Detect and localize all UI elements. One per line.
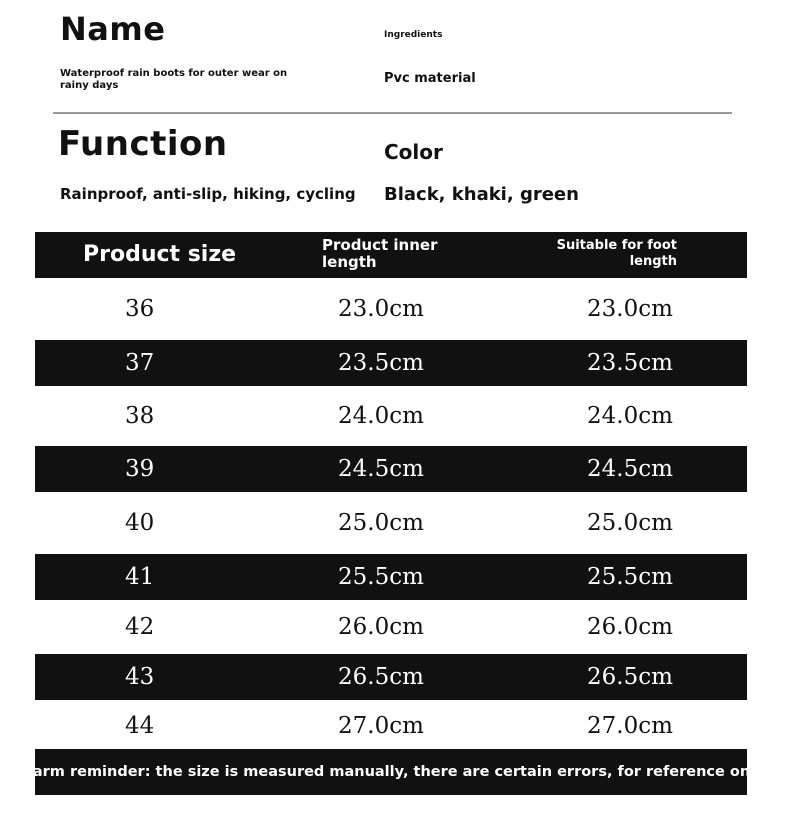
foot-length-cell: 25.0cm [587, 510, 673, 536]
inner-length-cell: 24.0cm [338, 403, 424, 429]
table-row [35, 446, 747, 492]
size-cell: 37 [125, 350, 155, 376]
table-header [35, 232, 747, 278]
ingredients-label: Ingredients [384, 30, 443, 40]
foot-length-cell: 27.0cm [587, 713, 673, 739]
size-cell: 41 [125, 564, 155, 590]
table-row [35, 600, 747, 654]
table-row [35, 278, 747, 340]
color-value: Black, khaki, green [384, 184, 579, 205]
foot-length-cell: 26.0cm [587, 614, 673, 640]
table-row [35, 654, 747, 700]
foot-length-cell: 23.0cm [587, 296, 673, 322]
size-cell: 44 [125, 713, 155, 739]
size-cell: 39 [125, 456, 155, 482]
function-title: Function [58, 124, 228, 164]
size-table [35, 232, 747, 752]
table-row [35, 386, 747, 446]
color-label: Color [384, 140, 443, 164]
table-body [35, 278, 747, 752]
name-title: Name [60, 10, 166, 48]
size-cell: 40 [125, 510, 155, 536]
inner-length-cell: 24.5cm [338, 456, 424, 482]
table-row [35, 340, 747, 386]
table-row [35, 700, 747, 752]
ingredients-value: Pvc material [384, 71, 476, 86]
size-cell: 43 [125, 664, 155, 690]
function-value: Rainproof, anti-slip, hiking, cycling [60, 185, 356, 203]
name-description: Waterproof rain boots for outer wear on rainy days [60, 68, 288, 91]
inner-length-cell: 25.5cm [338, 564, 424, 590]
foot-length-cell: 24.0cm [587, 403, 673, 429]
foot-length-cell: 23.5cm [587, 350, 673, 376]
inner-length-cell: 25.0cm [338, 510, 424, 536]
foot-length-cell: 24.5cm [587, 456, 673, 482]
inner-length-cell: 23.5cm [338, 350, 424, 376]
inner-length-cell: 23.0cm [338, 296, 424, 322]
header-inner-length: Product inner length [322, 236, 438, 271]
table-row [35, 492, 747, 554]
header-foot-length: Suitable for foot length [556, 238, 677, 269]
inner-length-cell: 26.0cm [338, 614, 424, 640]
inner-length-cell: 27.0cm [338, 713, 424, 739]
size-cell: 36 [125, 296, 155, 322]
size-cell: 42 [125, 614, 155, 640]
divider [53, 112, 732, 114]
warm-reminder: Warm reminder: the size is measured manually, there are certain errors, for reference only [35, 749, 747, 795]
size-cell: 38 [125, 403, 155, 429]
table-row [35, 554, 747, 600]
foot-length-cell: 25.5cm [587, 564, 673, 590]
inner-length-cell: 26.5cm [338, 664, 424, 690]
foot-length-cell: 26.5cm [587, 664, 673, 690]
header-product-size: Product size [83, 242, 237, 267]
